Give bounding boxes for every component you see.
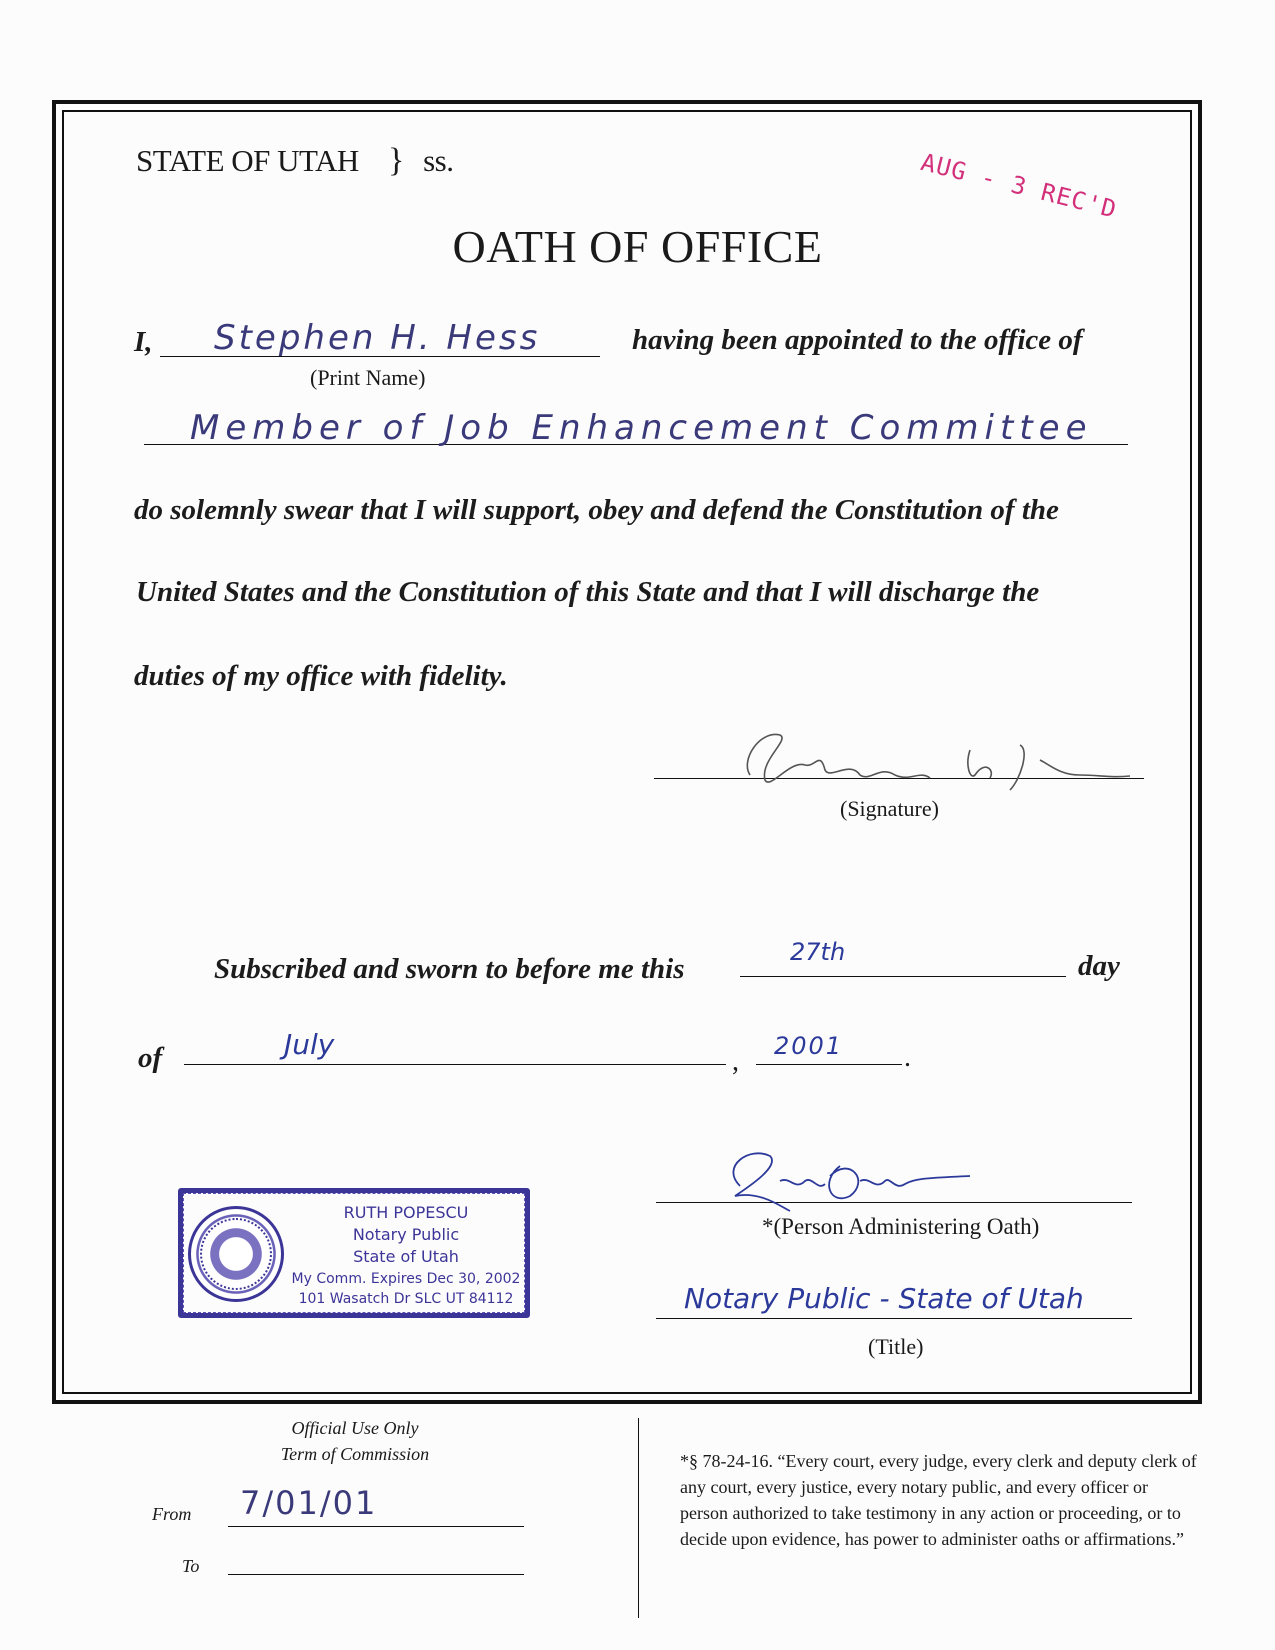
oath-signature <box>720 720 1140 800</box>
oath-line-3: duties of my office with fidelity. <box>134 660 508 692</box>
year-line <box>756 1064 902 1065</box>
of-label: of <box>138 1042 163 1074</box>
notary-state: State of Utah <box>353 1247 459 1266</box>
period: . <box>904 1042 911 1073</box>
from-handwritten: 7/01/01 <box>240 1484 378 1522</box>
title-line <box>656 1318 1132 1319</box>
pronoun-i: I, <box>134 326 153 358</box>
official-use-heading: Official Use Only <box>291 1418 419 1438</box>
term-of-commission-heading: Term of Commission <box>280 1444 430 1464</box>
month-handwritten: July <box>284 1028 335 1061</box>
administrator-signature <box>700 1136 1000 1226</box>
to-label: To <box>182 1556 200 1576</box>
bracket: } <box>388 142 404 179</box>
oath-line-2: United States and the Constitution of this State and that I will discharge the <box>136 576 1040 608</box>
day-line <box>740 976 1066 977</box>
notary-address: 101 Wasatch Dr SLC UT 84112 <box>298 1291 514 1307</box>
comma: , <box>732 1046 739 1077</box>
from-line <box>228 1526 524 1527</box>
print-name-label: (Print Name) <box>310 365 426 390</box>
name-handwritten: Stephen H. Hess <box>214 318 541 358</box>
day-handwritten: 27th <box>790 938 846 966</box>
signature-label: (Signature) <box>840 796 939 821</box>
subscribed-text: Subscribed and sworn to before me this <box>214 953 685 985</box>
ss-abbrev: ss. <box>423 143 454 178</box>
to-line <box>228 1574 524 1575</box>
footer-divider <box>638 1418 639 1618</box>
received-stamp: AUG - 3 REC'D <box>918 148 1120 224</box>
state-heading <box>136 142 453 180</box>
oath-line-1: do solemnly swear that I will support, obey and defend the Constitution of the <box>134 494 1059 526</box>
notary-name: RUTH POPESCU <box>343 1203 469 1222</box>
notary-commission: My Comm. Expires Dec 30, 2002 <box>291 1271 521 1287</box>
appointed-text: having been appointed to the office of <box>632 324 1083 356</box>
page-title: OATH OF OFFICE <box>452 221 823 272</box>
from-label: From <box>152 1504 192 1524</box>
year-handwritten: 2001 <box>774 1032 844 1060</box>
title-handwritten: Notary Public - State of Utah <box>684 1282 1084 1315</box>
title-label: (Title) <box>868 1334 924 1359</box>
administrator-label: *(Person Administering Oath) <box>762 1214 1040 1239</box>
office-handwritten: Member of Job Enhancement Committee <box>190 408 1093 448</box>
month-line <box>184 1064 726 1065</box>
day-label: day <box>1078 950 1120 982</box>
state-name: STATE OF UTAH <box>136 143 359 178</box>
notary-role: Notary Public <box>352 1225 460 1244</box>
seal-ring <box>200 1218 272 1290</box>
statute-footnote: *§ 78-24-16. “Every court, every judge, every clerk and deputy clerk of any court, every justice, every notary public, and every officer or person authorized to take testimony in any action or proceeding, or to decide upon evidence, has power to administer oaths or affirmations.” <box>680 1451 1197 1549</box>
